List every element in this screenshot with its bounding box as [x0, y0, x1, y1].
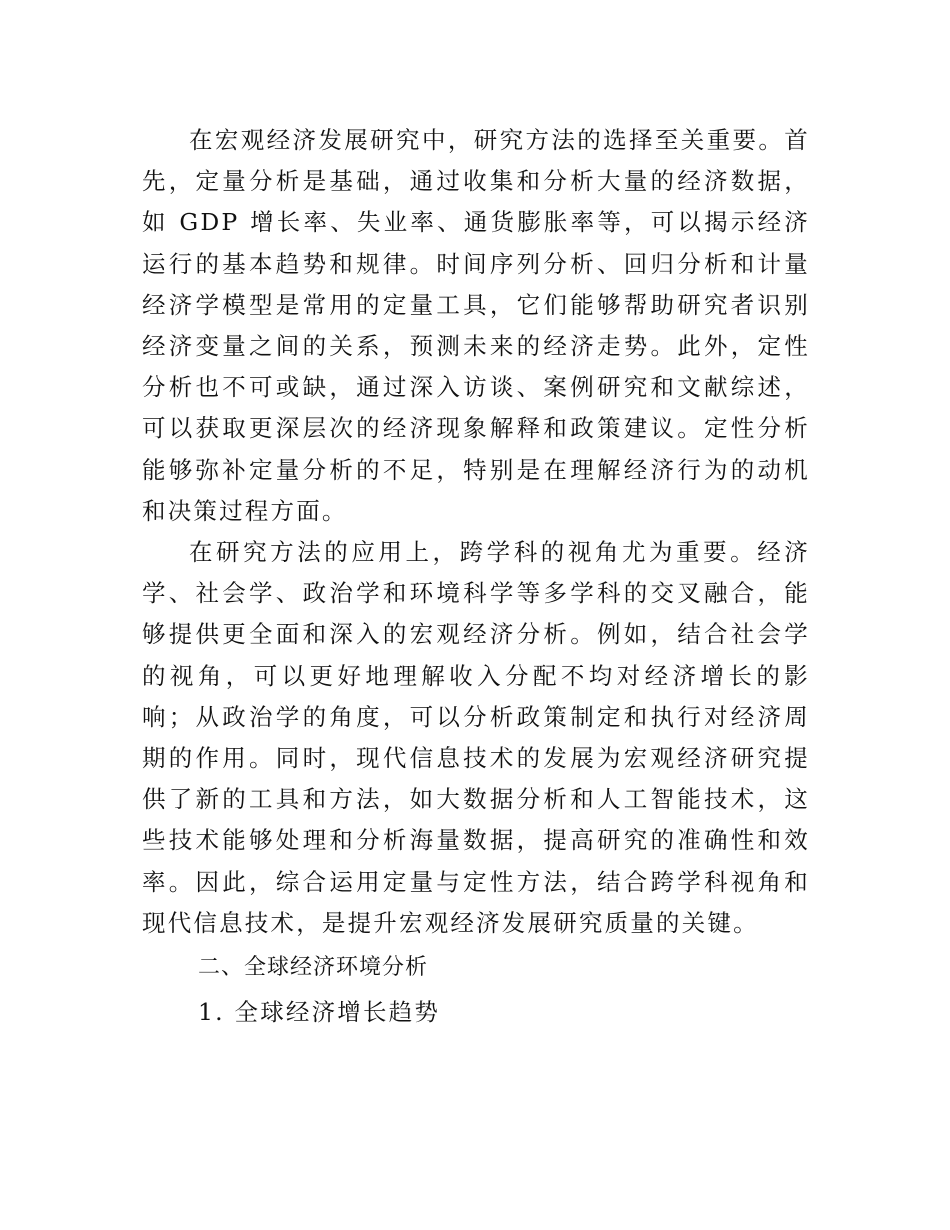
section-heading: 二、全球经济环境分析: [198, 955, 429, 981]
paragraph-research-methods: 在宏观经济发展研究中，研究方法的选择至关重要。首先，定量分析是基础，通过收集和分析大量的经济数据，如 GDP 增长率、失业率、通货膨胀率等，可以揭示经济运行的基本趋势和规律。时间序列分析、回归分析和计量经济学模型是常用的定量工具，它们能够帮助研究者识别经济变量之间的关系，预测未来的经济走势。此外，定性分析也不可或缺，通过深入访谈、案例研究和文献综述，可以获取更深层次的经济现象解释和政策建议。定性分析能够弥补定量分析的不足，特别是在理解经济行为的动机和决策过程方面。: [142, 126, 810, 525]
document-body: [142, 120, 810, 1034]
subsection-heading: 1. 全球经济增长趋势: [198, 998, 441, 1027]
paragraph-interdisciplinary: 在研究方法的应用上，跨学科的视角尤为重要。经济学、社会学、政治学和环境科学等多学科的交叉融合，能够提供更全面和深入的宏观经济分析。例如，结合社会学的视角，可以更好地理解收入分配不均对经济增长的影响；从政治学的角度，可以分析政策制定和执行对经济周期的作用。同时，现代信息技术的发展为宏观经济研究提供了新的工具和方法，如大数据分析和人工智能技术，这些技术能够处理和分析海量数据，提高研究的准确性和效率。因此，综合运用定量与定性方法，结合跨学科视角和现代信息技术，是提升宏观经济发展研究质量的关键。: [142, 538, 810, 937]
